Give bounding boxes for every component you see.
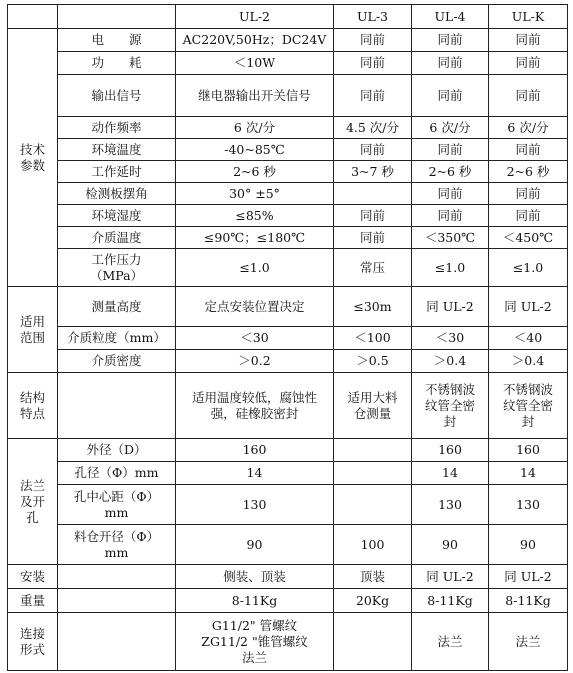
table-cell: ＜350℃ xyxy=(412,227,489,249)
table-cell: 同前 xyxy=(334,227,412,249)
table-cell xyxy=(334,613,412,671)
table-cell: -40~85℃ xyxy=(176,139,334,161)
table-cell: 90 xyxy=(412,525,489,565)
table-row xyxy=(8,287,568,327)
table-cell xyxy=(334,439,412,462)
group-label-tech: 技术 参数 xyxy=(8,29,58,287)
header-model: UL-2 xyxy=(176,5,334,29)
table-cell: 90 xyxy=(489,525,568,565)
table-cell: 2~6 秒 xyxy=(489,161,568,183)
table-cell: 同前 xyxy=(489,205,568,227)
table-cell: ≤1.0 xyxy=(176,249,334,287)
table-cell: 100 xyxy=(334,525,412,565)
table-cell xyxy=(334,485,412,525)
table-cell: ≤1.0 xyxy=(489,249,568,287)
table-cell: ＞0.2 xyxy=(176,350,334,373)
table-cell xyxy=(334,462,412,485)
table-cell: 130 xyxy=(176,485,334,525)
table-cell: 同前 xyxy=(412,29,489,52)
table-cell: 130 xyxy=(489,485,568,525)
table-cell: 法兰 xyxy=(412,613,489,671)
table-cell xyxy=(334,183,412,205)
table-cell: 同前 xyxy=(334,29,412,52)
param-label: 介质粒度（mm） xyxy=(58,327,176,350)
table-cell: ≤1.0 xyxy=(412,249,489,287)
param-label: 环境湿度 xyxy=(58,205,176,227)
table-row xyxy=(8,373,568,439)
param-label: 动作频率 xyxy=(58,117,176,139)
table-cell: 8-11Kg xyxy=(489,589,568,613)
table-row xyxy=(8,227,568,249)
table-cell: 继电器输出开关信号 xyxy=(176,75,334,117)
table-cell: 14 xyxy=(412,462,489,485)
table-cell: 侧装、顶装 xyxy=(176,565,334,589)
table-row xyxy=(8,183,568,205)
group-label-connect: 连接 形式 xyxy=(8,613,58,671)
header-group-cell xyxy=(8,5,58,29)
table-cell: 8-11Kg xyxy=(412,589,489,613)
table-cell: 同 UL-2 xyxy=(412,565,489,589)
param-label: 介质密度 xyxy=(58,350,176,373)
table-row xyxy=(8,439,568,462)
table-cell: 30° ±5° xyxy=(176,183,334,205)
table-cell: 适用温度较低，腐蚀性 强，硅橡胶密封 xyxy=(176,373,334,439)
param-label: 工作压力 （MPa） xyxy=(58,249,176,287)
table-cell: 160 xyxy=(176,439,334,462)
table-cell: 法兰 xyxy=(489,613,568,671)
table-cell: 6 次/分 xyxy=(489,117,568,139)
table-cell: 160 xyxy=(489,439,568,462)
param-label: 环境温度 xyxy=(58,139,176,161)
table-cell: 14 xyxy=(176,462,334,485)
table-row xyxy=(8,327,568,350)
spec-table-container xyxy=(7,4,568,671)
param-label xyxy=(58,373,176,439)
table-row xyxy=(8,589,568,613)
table-cell: ＜10W xyxy=(176,52,334,75)
table-row xyxy=(8,205,568,227)
header-model: UL-K xyxy=(489,5,568,29)
table-row xyxy=(8,565,568,589)
param-label xyxy=(58,589,176,613)
table-cell: ≤30m xyxy=(334,287,412,327)
table-cell: 2~6 秒 xyxy=(176,161,334,183)
table-cell: ≤90℃；≤180℃ xyxy=(176,227,334,249)
param-label xyxy=(58,565,176,589)
table-cell: 130 xyxy=(412,485,489,525)
table-row xyxy=(8,485,568,525)
table-cell: 同前 xyxy=(412,205,489,227)
table-cell: 同前 xyxy=(334,75,412,117)
table-cell: 同 UL-2 xyxy=(489,565,568,589)
header-row xyxy=(8,5,568,29)
table-cell: ≤85% xyxy=(176,205,334,227)
table-row xyxy=(8,613,568,671)
table-cell: G11/2" 管螺纹 ZG11/2 "锥管螺纹 法兰 xyxy=(176,613,334,671)
param-label: 孔径（Φ）mm xyxy=(58,462,176,485)
spec-table xyxy=(7,4,568,671)
table-cell: 6 次/分 xyxy=(176,117,334,139)
table-row xyxy=(8,29,568,52)
param-label xyxy=(58,613,176,671)
table-cell: 2~6 秒 xyxy=(412,161,489,183)
table-cell: 3~7 秒 xyxy=(334,161,412,183)
header-model: UL-4 xyxy=(412,5,489,29)
table-cell: 同前 xyxy=(334,139,412,161)
table-cell: 同前 xyxy=(334,52,412,75)
table-row xyxy=(8,249,568,287)
table-row xyxy=(8,161,568,183)
table-cell: 同 UL-2 xyxy=(412,287,489,327)
table-row xyxy=(8,117,568,139)
table-cell: 常压 xyxy=(334,249,412,287)
param-label: 输出信号 xyxy=(58,75,176,117)
table-row xyxy=(8,350,568,373)
group-label-flange: 法兰 及开 孔 xyxy=(8,439,58,565)
table-cell: ＜30 xyxy=(412,327,489,350)
table-cell: 14 xyxy=(489,462,568,485)
group-label-weight: 重量 xyxy=(8,589,58,613)
table-cell: ＜40 xyxy=(489,327,568,350)
table-row xyxy=(8,75,568,117)
header-model: UL-3 xyxy=(334,5,412,29)
param-label: 检测板摆角 xyxy=(58,183,176,205)
table-cell: 同前 xyxy=(489,52,568,75)
param-label: 电 源 xyxy=(58,29,176,52)
table-cell: 顶装 xyxy=(334,565,412,589)
table-cell: 同前 xyxy=(489,139,568,161)
group-label-scope: 适用 范围 xyxy=(8,287,58,373)
param-label: 外径（D） xyxy=(58,439,176,462)
table-cell: ＞0.4 xyxy=(489,350,568,373)
param-label: 孔中心距（Φ） mm xyxy=(58,485,176,525)
table-cell: AC220V,50Hz；DC24V xyxy=(176,29,334,52)
param-label: 介质温度 xyxy=(58,227,176,249)
param-label: 工作延时 xyxy=(58,161,176,183)
table-cell: ＜30 xyxy=(176,327,334,350)
table-row xyxy=(8,139,568,161)
table-cell: ＜450℃ xyxy=(489,227,568,249)
table-cell: 20Kg xyxy=(334,589,412,613)
param-label: 料仓开径（Φ） mm xyxy=(58,525,176,565)
group-label-structure: 结构 特点 xyxy=(8,373,58,439)
table-row xyxy=(8,52,568,75)
table-cell: 8-11Kg xyxy=(176,589,334,613)
table-cell: 适用大料 仓测量 xyxy=(334,373,412,439)
table-cell: 同前 xyxy=(489,75,568,117)
table-cell: 同前 xyxy=(412,52,489,75)
table-cell: 90 xyxy=(176,525,334,565)
group-label-install: 安装 xyxy=(8,565,58,589)
table-cell: 不锈钢波 纹管全密 封 xyxy=(412,373,489,439)
table-cell: 不锈钢波 纹管全密 封 xyxy=(489,373,568,439)
table-cell: ＞0.5 xyxy=(334,350,412,373)
table-row xyxy=(8,525,568,565)
table-cell: 同前 xyxy=(334,205,412,227)
table-cell: 同 UL-2 xyxy=(489,287,568,327)
header-param-cell xyxy=(58,5,176,29)
table-cell: 定点安装位置决定 xyxy=(176,287,334,327)
table-cell: 同前 xyxy=(412,75,489,117)
table-cell: 6 次/分 xyxy=(412,117,489,139)
table-cell: 160 xyxy=(412,439,489,462)
table-cell: 同前 xyxy=(412,139,489,161)
param-label: 测量高度 xyxy=(58,287,176,327)
table-cell: 同前 xyxy=(412,183,489,205)
table-cell: ＜100 xyxy=(334,327,412,350)
table-row xyxy=(8,462,568,485)
table-cell: 同前 xyxy=(489,29,568,52)
table-cell: ＞0.4 xyxy=(412,350,489,373)
table-cell: 同前 xyxy=(489,183,568,205)
table-cell: 4.5 次/分 xyxy=(334,117,412,139)
param-label: 功 耗 xyxy=(58,52,176,75)
